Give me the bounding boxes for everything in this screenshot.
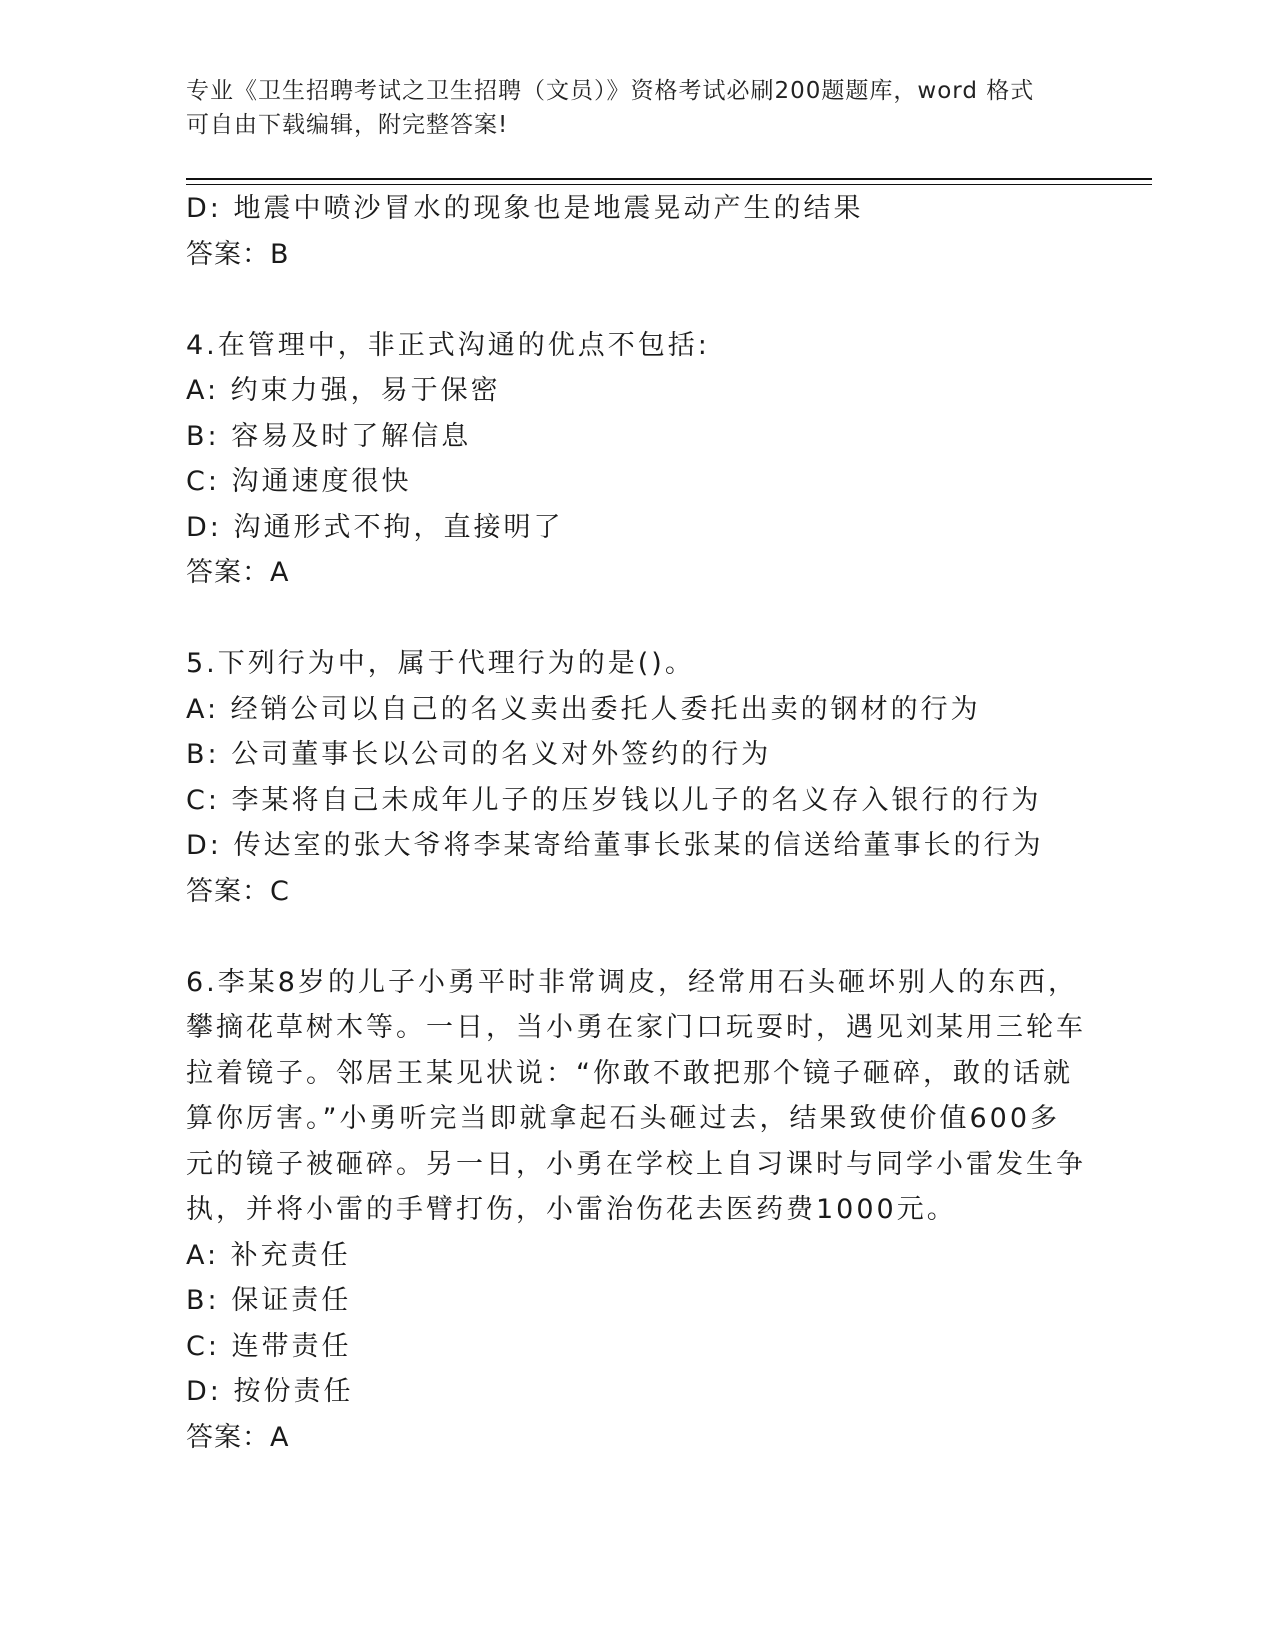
- spacer: [186, 914, 1066, 960]
- question-stem-line: 算你厉害。”小勇听完当即就拿起石头砸过去，结果致使价值600多: [186, 1103, 1061, 1134]
- question-list: [186, 186, 1086, 1460]
- option-a: A: 经销公司以自己的名义卖出委托人委托出卖的钢材的行为: [186, 693, 981, 725]
- question-6: [186, 960, 1086, 1461]
- question-stem-line: 拉着镜子。邻居王某见状说：“你敢不敢把那个镜子砸碎，敢的话就: [186, 1057, 1073, 1089]
- option-b: B: 公司董事长以公司的名义对外签约的行为: [186, 739, 772, 770]
- option-a: A: 补充责任: [186, 1239, 351, 1271]
- option-b: B: 保证责任: [186, 1285, 352, 1316]
- answer-line: 答案：A: [186, 1421, 290, 1453]
- option-d: D: 按份责任: [186, 1376, 354, 1407]
- question-stem-line: 元的镜子被砸碎。另一日，小勇在学校上自习课时与同学小雷发生争: [186, 1148, 1086, 1180]
- answer-line: 答案：A: [186, 557, 290, 588]
- option-d: D: 传达室的张大爷将李某寄给董事长张某的信送给董事长的行为: [186, 830, 1044, 861]
- question-5: [186, 641, 1066, 914]
- question-stem: 4.在管理中，非正式沟通的优点不包括:: [186, 329, 710, 361]
- spacer: [186, 277, 1066, 323]
- question-4: [186, 323, 1066, 596]
- document-header: [186, 74, 1086, 142]
- question-stem-line: 执，并将小雷的手臂打伤，小雷治伤花去医药费1000元。: [186, 1194, 957, 1225]
- answer-line: 答案：B: [186, 238, 290, 270]
- option-d: D: 地震中喷沙冒水的现象也是地震晃动产生的结果: [186, 193, 864, 224]
- spacer: [186, 596, 1066, 642]
- question-stem-line: 6.李某8岁的儿子小勇平时非常调皮，经常用石头砸坏别人的东西，: [186, 966, 1078, 998]
- option-b: B: 容易及时了解信息: [186, 420, 472, 452]
- header-line-2: 可自由下载编辑，附完整答案!: [186, 112, 509, 138]
- question-stem: 5.下列行为中，属于代理行为的是()。: [186, 648, 695, 679]
- option-a: A: 约束力强，易于保密: [186, 375, 501, 406]
- header-rule-thick: [186, 178, 1152, 180]
- answer-line: 答案：C: [186, 875, 290, 907]
- header-line-1: 专业《卫生招聘考试之卫生招聘（文员）》资格考试必刷200题题库，word 格式: [186, 78, 1035, 104]
- option-c: C: 连带责任: [186, 1330, 352, 1362]
- option-d: D: 沟通形式不拘，直接明了: [186, 511, 564, 543]
- previous-question-tail: [186, 186, 1066, 277]
- option-c: C: 李某将自己未成年儿子的压岁钱以儿子的名义存入银行的行为: [186, 784, 1042, 816]
- option-c: C: 沟通速度很快: [186, 466, 412, 497]
- header-rule-thin: [186, 184, 1152, 185]
- question-stem-line: 攀摘花草树木等。一日，当小勇在家门口玩耍时，遇见刘某用三轮车: [186, 1012, 1086, 1043]
